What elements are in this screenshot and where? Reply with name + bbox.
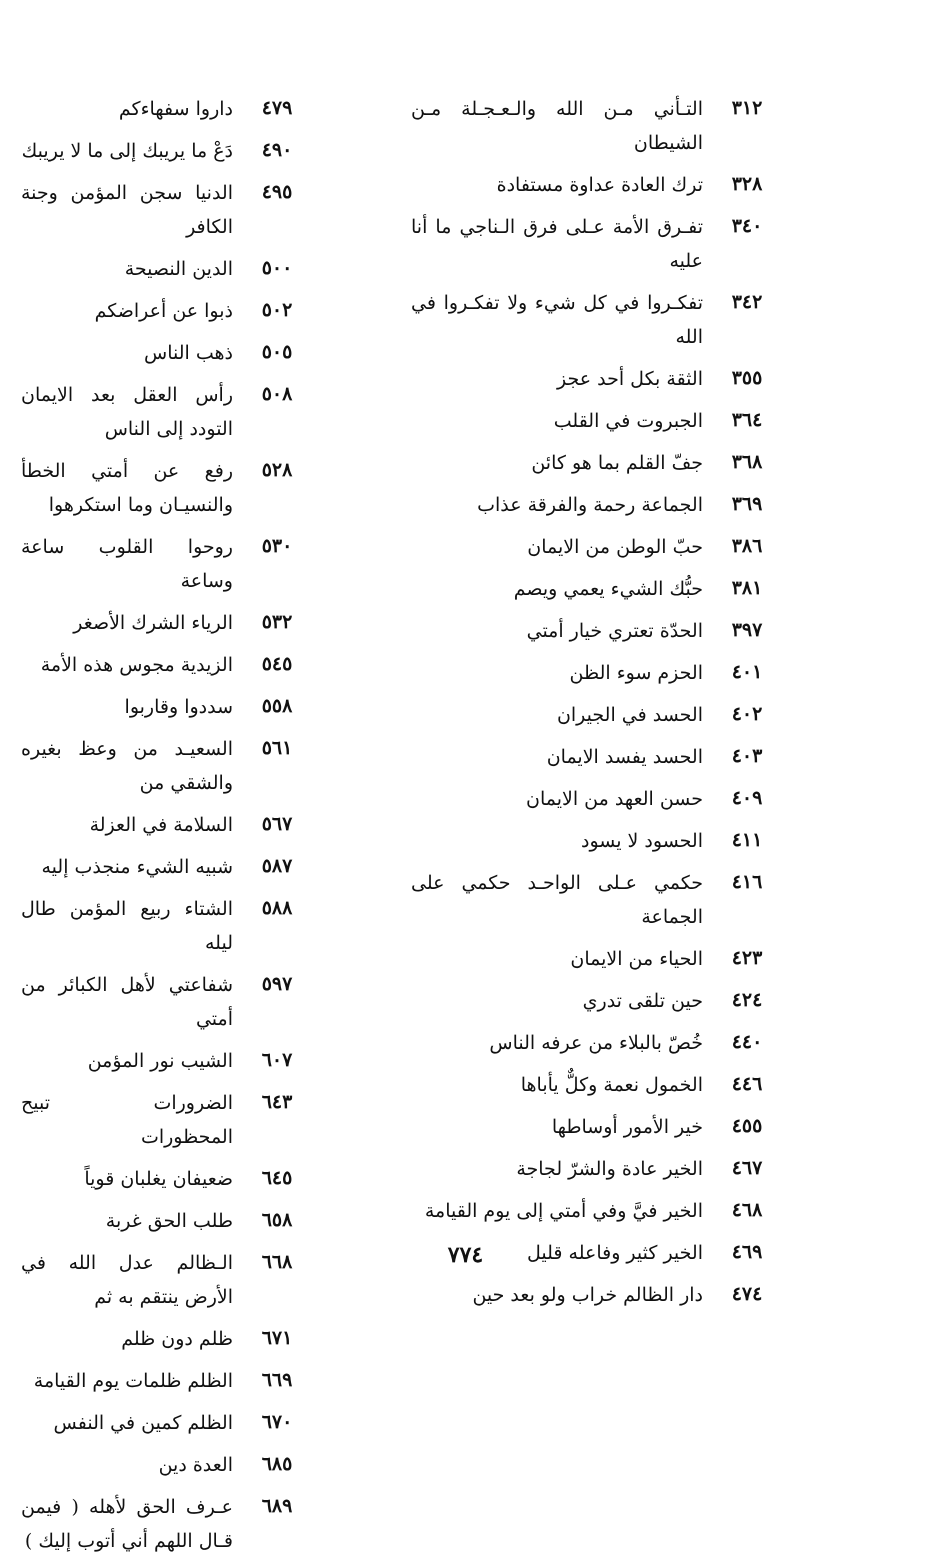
entry-text: الشيب نور المؤمن xyxy=(87,1050,233,1072)
entry-page-number: ٦٥٨ xyxy=(261,1209,293,1231)
entry-page-number: ٤٦٩ xyxy=(731,1241,763,1263)
index-entry xyxy=(411,1152,791,1186)
entry-page-number: ٣٤٠ xyxy=(731,215,763,237)
entry-page-number: ٣٦٩ xyxy=(731,493,763,515)
index-entry xyxy=(21,850,321,884)
index-entry xyxy=(21,1406,321,1440)
index-entry xyxy=(411,286,791,354)
entry-text: ذهب الناس xyxy=(144,342,233,364)
index-entry xyxy=(21,892,321,960)
entry-text: رفع عن أمتي الخطأ والنسيـان وما استكرهوا xyxy=(21,460,233,516)
entry-text: الظلم كمين في النفس xyxy=(53,1412,233,1434)
index-entry xyxy=(21,134,321,168)
index-entry xyxy=(21,1322,321,1356)
index-entry xyxy=(411,984,791,1018)
entry-page-number: ٣٥٥ xyxy=(731,367,763,389)
entry-page-number: ٤٩٠ xyxy=(261,139,293,161)
index-entry xyxy=(411,782,791,816)
index-entry xyxy=(21,1448,321,1482)
entry-text: روحوا القلوب ساعة وساعة xyxy=(21,536,233,592)
index-entry xyxy=(21,690,321,724)
index-entry xyxy=(21,648,321,682)
index-entry xyxy=(411,614,791,648)
entry-page-number: ٣٨٦ xyxy=(731,535,763,557)
entry-page-number: ٥٦١ xyxy=(261,737,293,759)
index-entry xyxy=(21,1086,321,1154)
entry-text: التـأني مـن الله والـعـجـلة مـن الشيطان xyxy=(411,98,703,154)
entry-text: الدين النصيحة xyxy=(124,258,233,280)
entry-page-number: ٥٠٥ xyxy=(261,341,293,363)
index-entry xyxy=(21,1490,321,1558)
entry-page-number: ٤٦٧ xyxy=(731,1157,763,1179)
entry-text: العدة دين xyxy=(158,1454,233,1476)
index-entry xyxy=(21,530,321,598)
entry-page-number: ٤١٦ xyxy=(731,871,763,893)
entry-page-number: ٦٨٩ xyxy=(261,1495,293,1517)
entry-page-number: ٦٠٧ xyxy=(261,1049,293,1071)
entry-page-number: ٤٤٠ xyxy=(731,1031,763,1053)
entry-text: الثقة بكل أحد عجز xyxy=(557,368,703,390)
entry-text: الحسد يفسد الايمان xyxy=(546,746,703,768)
entry-page-number: ٣٢٨ xyxy=(731,173,763,195)
entry-text: دار الظالم خراب ولو بعد حين xyxy=(472,1284,703,1306)
entry-text: حكمي عـلى الواحـد حكمي على الجماعة xyxy=(411,872,703,928)
entry-text: عـرف الحق لأهله ( فيمن قـال اللهم أني أتوب إليك ) xyxy=(21,1496,233,1552)
entry-page-number: ٦٨٥ xyxy=(261,1453,293,1475)
entry-text: دَعْ ما يريبك إلى ما لا يريبك xyxy=(21,140,233,162)
index-entry xyxy=(21,252,321,286)
index-entry xyxy=(21,732,321,800)
entry-text: الزيدية مجوس هذه الأمة xyxy=(40,654,233,676)
entry-text: الرياء الشرك الأصغر xyxy=(73,612,233,634)
entry-text: حبّ الوطن من الايمان xyxy=(527,536,703,558)
entry-text: الحزم سوء الظن xyxy=(569,662,703,684)
entry-page-number: ٤٠١ xyxy=(731,661,763,683)
index-entry xyxy=(411,698,791,732)
entry-text: الحسد في الجيران xyxy=(556,704,703,726)
entry-page-number: ٦٤٣ xyxy=(261,1091,293,1113)
entry-text: ضعيفان يغلبان قوياً xyxy=(84,1168,233,1190)
entry-text: شبيه الشيء منجذب إليه xyxy=(41,856,233,878)
index-entry xyxy=(411,942,791,976)
entry-page-number: ٥٤٥ xyxy=(261,653,293,675)
entry-text: ذبوا عن أعراضكم xyxy=(94,300,233,322)
entry-page-number: ٤٢٤ xyxy=(731,989,763,1011)
entry-page-number: ٣٨١ xyxy=(731,577,763,599)
entry-text: الخير كثير وفاعله قليل xyxy=(526,1242,703,1264)
entry-page-number: ٤٢٣ xyxy=(731,947,763,969)
index-entry xyxy=(411,92,791,160)
index-entry xyxy=(411,1278,791,1312)
entry-page-number: ٣٦٨ xyxy=(731,451,763,473)
entry-page-number: ٥٥٨ xyxy=(261,695,293,717)
entry-text: طلب الحق غربة xyxy=(105,1210,233,1232)
index-entry xyxy=(21,968,321,1036)
entry-page-number: ٣٤٢ xyxy=(731,291,763,313)
index-entry xyxy=(411,866,791,934)
index-entry xyxy=(21,454,321,522)
entry-text: الخمول نعمة وكلٌّ يأباها xyxy=(520,1074,703,1096)
entry-page-number: ٤١١ xyxy=(731,829,763,851)
index-entry xyxy=(411,824,791,858)
entry-page-number: ٤٧٤ xyxy=(731,1283,763,1305)
index-entry xyxy=(411,1068,791,1102)
entry-text: الشتاء ربيع المؤمن طال ليله xyxy=(21,898,233,954)
entry-text: الحياء من الايمان xyxy=(570,948,703,970)
index-entry xyxy=(411,446,791,480)
entry-text: الجماعة رحمة والفرقة عذاب xyxy=(477,494,703,516)
index-entry xyxy=(21,92,321,126)
index-entry xyxy=(411,572,791,606)
entry-page-number: ٤٠٢ xyxy=(731,703,763,725)
entry-text: الدنيا سجن المؤمن وجنة الكافر xyxy=(21,182,233,238)
index-entry xyxy=(21,336,321,370)
entry-page-number: ٦٤٥ xyxy=(261,1167,293,1189)
entry-page-number: ٥٨٨ xyxy=(261,897,293,919)
entry-text: تفـرق الأمة عـلى فرق الـناجي ما أنا عليه xyxy=(411,216,703,272)
entry-text: خُصّ بالبلاء من عرفه الناس xyxy=(489,1032,703,1054)
entry-page-number: ٤٦٨ xyxy=(731,1199,763,1221)
entry-page-number: ٤٥٥ xyxy=(731,1115,763,1137)
index-entry xyxy=(411,530,791,564)
entry-text: الـظالم عدل الله في الأرض ينتقم به ثم xyxy=(21,1252,233,1308)
entry-text: الخير فيَّ وفي أمتي إلى يوم القيامة xyxy=(424,1200,703,1222)
index-entry xyxy=(411,404,791,438)
entry-text: الحسود لا يسود xyxy=(581,830,703,852)
entry-page-number: ٦٧٠ xyxy=(261,1411,293,1433)
entry-text: الظلم ظلمات يوم القيامة xyxy=(33,1370,233,1392)
index-entry xyxy=(21,176,321,244)
entry-page-number: ٥٣٢ xyxy=(261,611,293,633)
entry-text: جفّ القلم بما هو كائن xyxy=(531,452,703,474)
index-entry xyxy=(411,168,791,202)
entry-text: الضرورات تبيح المحظورات xyxy=(21,1092,233,1148)
entry-text: حين تلقى تدري xyxy=(582,990,703,1012)
index-column-left xyxy=(21,92,321,1566)
entry-text: تفكـروا في كل شيء ولا تفكـروا في الله xyxy=(411,292,703,348)
entry-page-number: ٦٦٩ xyxy=(261,1369,293,1391)
page-number: ٧٧٤ xyxy=(447,1242,484,1268)
entry-page-number: ٣٩٧ xyxy=(731,619,763,641)
index-entry xyxy=(21,294,321,328)
index-entry xyxy=(21,1162,321,1196)
entry-page-number: ٥٠٠ xyxy=(261,257,293,279)
index-entry xyxy=(411,656,791,690)
entry-text: داروا سفهاءكم xyxy=(118,98,233,120)
entry-page-number: ٤٧٩ xyxy=(261,97,293,119)
entry-page-number: ٥٠٨ xyxy=(261,383,293,405)
entry-text: الجبروت في القلب xyxy=(553,410,703,432)
entry-text: حبُّك الشيء يعمي ويصم xyxy=(513,578,703,600)
index-entry xyxy=(411,1194,791,1228)
entry-page-number: ٥٣٠ xyxy=(261,535,293,557)
entry-page-number: ٥٦٧ xyxy=(261,813,293,835)
entry-page-number: ٥٨٧ xyxy=(261,855,293,877)
index-column-right xyxy=(411,92,791,1320)
entry-text: ظلم دون ظلم xyxy=(121,1328,233,1350)
entry-text: السعيـد من وعظ بغيره والشقي من xyxy=(21,738,233,794)
entry-page-number: ٤٤٦ xyxy=(731,1073,763,1095)
entry-text: خير الأمور أوساطها xyxy=(551,1116,703,1138)
entry-text: السلامة في العزلة xyxy=(89,814,233,836)
entry-page-number: ٥٩٧ xyxy=(261,973,293,995)
entry-page-number: ٣٦٤ xyxy=(731,409,763,431)
entry-text: الحدّة تعتري خيار أمتي xyxy=(526,620,703,642)
entry-page-number: ٥٢٨ xyxy=(261,459,293,481)
index-entry xyxy=(21,808,321,842)
entry-page-number: ٤٩٥ xyxy=(261,181,293,203)
entry-text: حسن العهد من الايمان xyxy=(525,788,703,810)
entry-page-number: ٣١٢ xyxy=(731,97,763,119)
index-entry xyxy=(411,740,791,774)
index-entry xyxy=(21,1364,321,1398)
entry-page-number: ٤٠٩ xyxy=(731,787,763,809)
entry-text: سددوا وقاربوا xyxy=(124,696,233,718)
index-entry xyxy=(411,488,791,522)
entry-page-number: ٦٧١ xyxy=(261,1327,293,1349)
index-entry xyxy=(411,1110,791,1144)
entry-text: الخير عادة والشرّ لجاجة xyxy=(516,1158,703,1180)
entry-text: شفاعتي لأهل الكبائر من أمتي xyxy=(21,974,233,1030)
entry-page-number: ٥٠٢ xyxy=(261,299,293,321)
index-entry xyxy=(411,210,791,278)
entry-text: رأس العقل بعد الايمان التودد إلى الناس xyxy=(21,384,233,440)
entry-page-number: ٤٠٣ xyxy=(731,745,763,767)
index-entry xyxy=(21,378,321,446)
entry-page-number: ٦٦٨ xyxy=(261,1251,293,1273)
index-entry xyxy=(21,1044,321,1078)
index-entry xyxy=(21,1204,321,1238)
index-entry xyxy=(21,606,321,640)
entry-text: ترك العادة عداوة مستفادة xyxy=(496,174,703,196)
index-entry xyxy=(411,1026,791,1060)
index-entry xyxy=(411,362,791,396)
